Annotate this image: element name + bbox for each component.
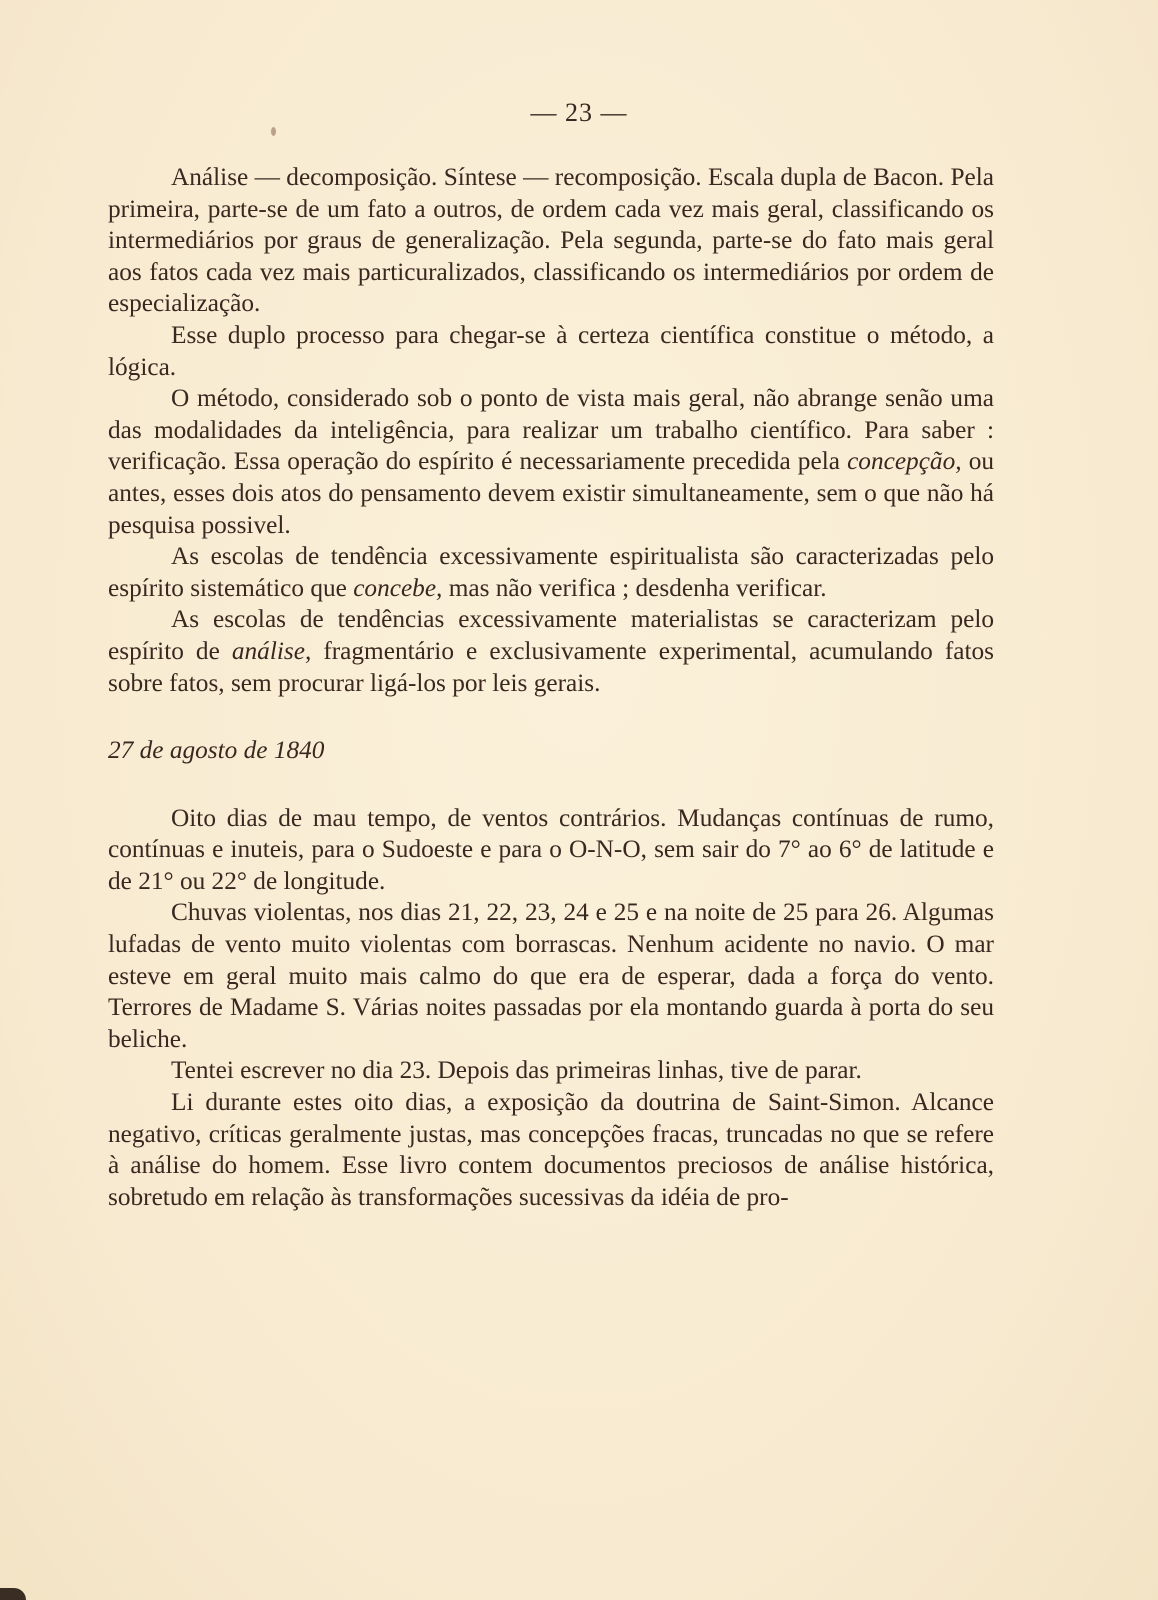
paragraph-rain: Chuvas violentas, nos dias 21, 22, 23, 24 e 25 e na noite de 25 para 26. Algumas lufadas de vento muito violentas com borrascas. Nenhum acidente no navio. O mar esteve em geral muito mais calmo do que era de esperar, dada a força do vento. Terrores de Madame S. Várias noites passadas por ela montando guarda à porta do seu beliche. — [108, 898, 994, 1053]
paragraph-spiritualist — [108, 541, 994, 604]
paragraph-materialist — [108, 604, 994, 699]
text-run: mas não verifica ; desdenha verificar. — [442, 573, 827, 602]
text-run: ou antes, esses dois atos do pensamento devem existir simultaneamente, sem o que não há pesquisa possivel. — [108, 447, 994, 539]
emphasis: análise, — [231, 636, 312, 665]
text-run: fragmentário e exclusivamente experimental, acumulando fatos sobre fatos, sem procurar ligá-los por leis gerais. — [108, 636, 994, 697]
paragraph-weather: Oito dias de mau tempo, de ventos contrários. Mudanças contínuas de rumo, contínuas e inuteis, para o Sudoeste e para o O-N-O, sem sair do 7° ao 6° de latitude e de 21° ou 22° de longitude. — [108, 803, 994, 895]
page-corner-shadow — [0, 1588, 26, 1600]
paragraph-writing: Tentei escrever no dia 23. Depois das primeiras linhas, tive de parar. — [171, 1056, 862, 1085]
paragraph-method: Esse duplo processo para chegar-se à certeza científica constitue o método, a lógica. — [108, 320, 994, 381]
ink-spot — [271, 127, 276, 136]
paragraph-analysis: Análise — decomposição. Síntese — recomposição. Escala dupla de Bacon. Pela primeira, parte-se de um fato a outros, de ordem cada vez mais geral, classificando os intermediários por graus de generalização. Pela segunda, parte-se do fato mais geral aos fatos cada vez mais particuralizados, classificando os intermediários por ordem de especialização. — [108, 163, 994, 318]
paragraph-method-general — [108, 383, 994, 541]
emphasis: concebe, — [353, 573, 443, 602]
body-text — [108, 162, 994, 1213]
text-run: As escolas de tendência excessivamente espiritualista são caracterizadas pelo espírito sistemático que — [108, 542, 994, 602]
text-run: As escolas de tendências excessivamente materialistas se caracterizam pelo espírito de — [108, 605, 994, 665]
page-number: — 23 — — [530, 98, 628, 127]
emphasis: concepção, — [847, 447, 962, 476]
paragraph-saint-simon: Li durante estes oito dias, a exposição da doutrina de Saint-Simon. Alcance negativo, críticas geralmente justas, mas concepções fracas, truncadas no que se refere à análise do homem. Esse livro contem documentos preciosos de análise histórica, sobretudo em relação às transformações sucessivas da idéia de pro- — [108, 1088, 994, 1211]
text-run: O método, considerado sob o ponto de vista mais geral, não abrange senão uma das modalidades da inteligência, para realizar um trabalho científico. Para saber : verificação. Essa operação do espírito é necessariamente precedida pela — [108, 384, 994, 476]
date-heading: 27 de agosto de 1840 — [108, 736, 325, 765]
